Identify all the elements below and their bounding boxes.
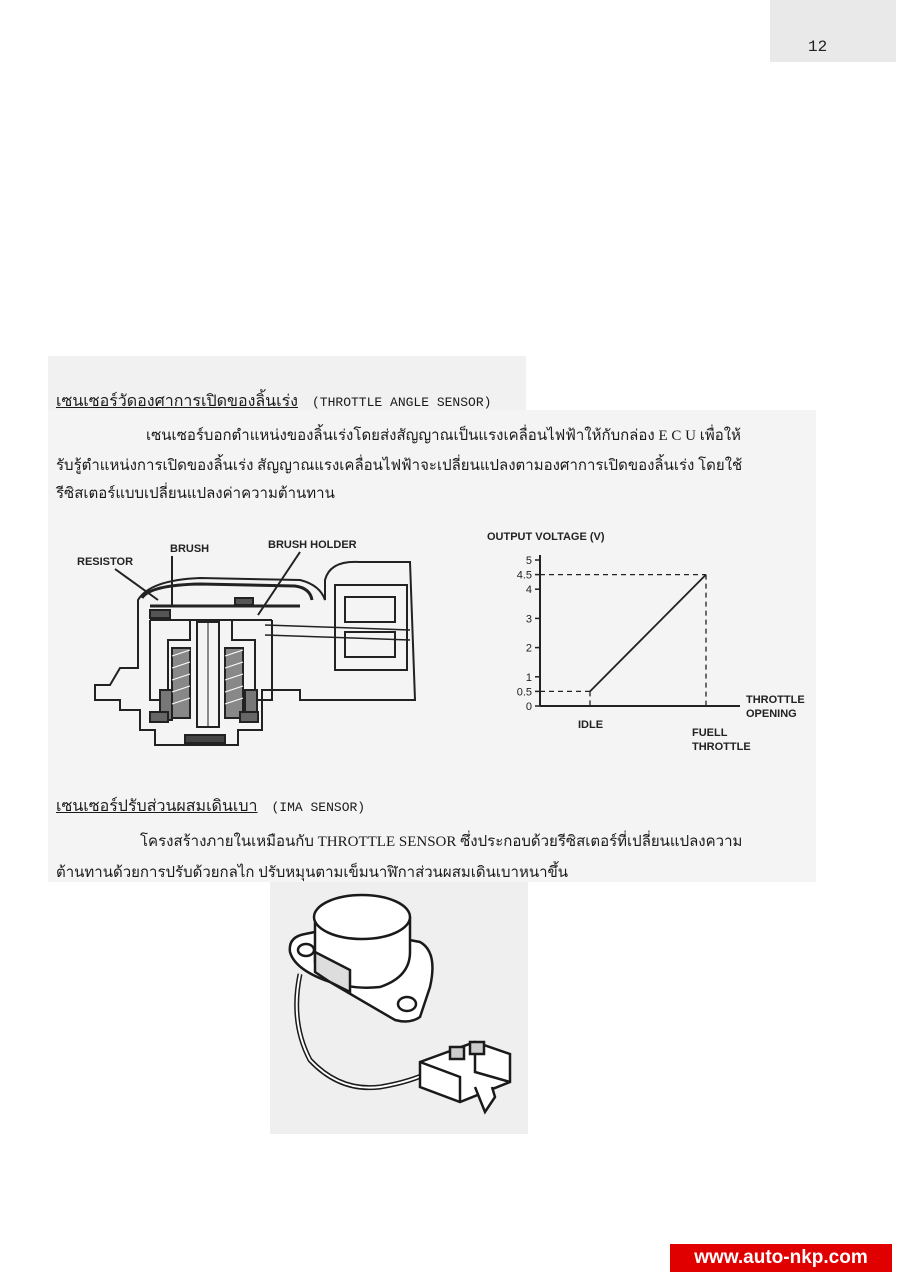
website-watermark: www.auto-nkp.com [670,1244,892,1272]
y-tick-label: 5 [525,555,532,567]
x-axis-label-line2: OPENING [746,708,797,720]
heading-thai: เซนเซอร์ปรับส่วนผสมเดินเบา [56,798,258,815]
paragraph-line: รับรู้ตำแหน่งการเปิดของลิ้นเร่ง สัญญาณแรงเคลื่อนไฟฟ้าจะเปลี่ยนแปลงตามองศาการเปิดของลิ้นเร่ง โดยใช้ [56,458,743,474]
output-voltage-chart [470,520,820,760]
paragraph-line: โครงสร้างภายในเหมือนกับ THROTTLE SENSOR ซึ่งประกอบด้วยรีซิสเตอร์ที่เปลี่ยนแปลงความ [140,834,743,850]
y-tick-label: 3 [525,613,532,626]
label-brush: BRUSH [170,543,210,555]
ima-sensor-illustration [270,882,528,1134]
y-tick-label: 0.5 [516,686,532,699]
y-tick-label: 4.5 [516,569,532,582]
paragraph-line: เซนเซอร์บอกตำแหน่งของลิ้นเร่งโดยส่งสัญญาณเป็นแรงเคลื่อนไฟฟ้าให้กับกล่อง E C U เพื่อให้ [146,428,741,444]
x-axis-label-line1: THROTTLE [746,694,805,706]
heading-english: (THROTTLE ANGLE SENSOR) [312,395,492,410]
x-tick-label: IDLE [578,719,604,731]
section-heading-ima-sensor [56,794,365,819]
heading-thai: เซนเซอร์วัดองศาการเปิดของลิ้นเร่ง [56,393,298,410]
label-brush-holder: BRUSH HOLDER [268,539,357,551]
page-number: 12 [808,38,828,56]
paragraph-line: รีซิสเตอร์แบบเปลี่ยนแปลงค่าความต้านทาน [56,486,335,502]
x-tick-label: THROTTLE [692,741,751,753]
heading-english: (IMA SENSOR) [271,800,366,815]
y-axis-label: OUTPUT VOLTAGE (V) [487,531,605,543]
paragraph-line: ต้านทานด้วยการปรับด้วยกลไก ปรับหมุนตามเข็มนาฬิกาส่วนผสมเดินเบาหนาขึ้น [56,865,569,881]
x-tick-label: FUELL [692,727,728,739]
series-line [590,575,706,692]
y-tick-label: 2 [525,642,532,655]
y-tick-label: 0 [525,701,532,713]
y-tick-label: 4 [525,584,532,597]
y-tick-label: 1 [525,671,532,684]
label-resistor: RESISTOR [77,556,134,568]
